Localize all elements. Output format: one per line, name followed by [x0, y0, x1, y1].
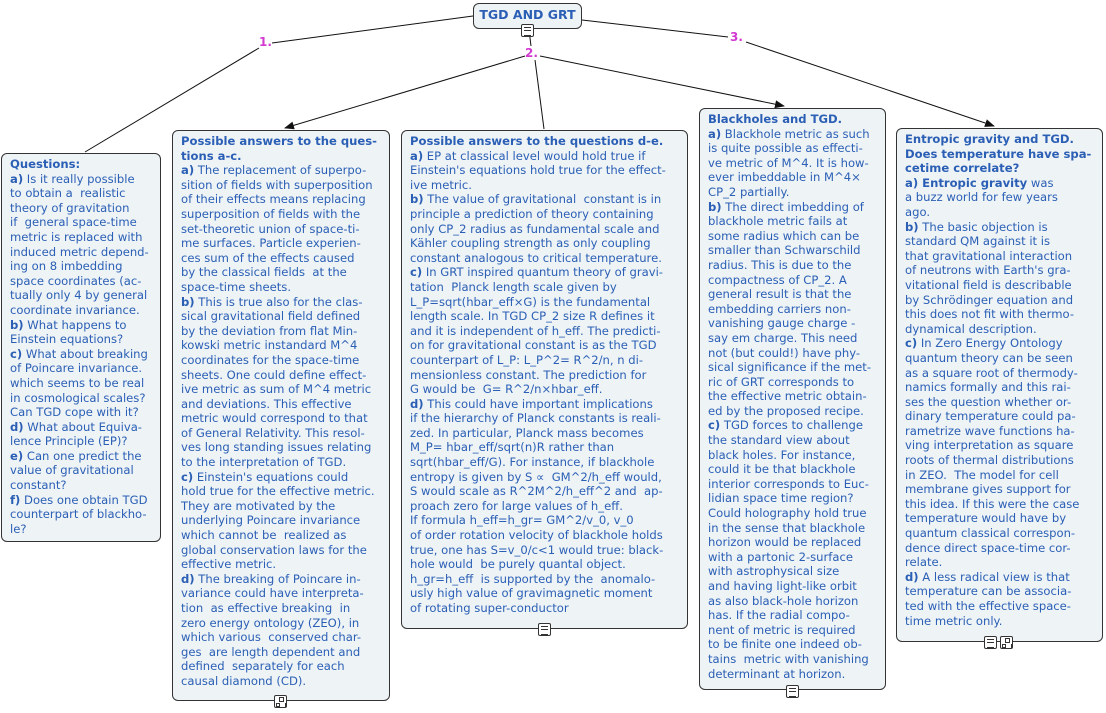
node-body — [410, 149, 681, 616]
text-line: this idea. If this were the case — [905, 496, 1080, 511]
text-line: Kähler coupling strength as only coupling — [410, 236, 651, 251]
text-line: global conservation laws for the — [181, 542, 367, 557]
text-line: that gravitational interaction — [905, 248, 1073, 263]
text-line: value of gravitational — [10, 463, 134, 478]
text-line: constant? — [10, 478, 67, 493]
node-title — [905, 132, 1096, 176]
text-line: tually only 4 by general — [10, 288, 148, 303]
text-line: general result is that the — [708, 287, 852, 302]
node-title — [181, 134, 383, 163]
node-body — [10, 172, 154, 537]
concept-map-icon[interactable] — [274, 695, 287, 708]
text-line: to be finite one indeed ob- — [708, 637, 862, 652]
text-line: c) What about breaking — [10, 346, 148, 361]
text-line: defined separately for each — [181, 659, 345, 674]
text-line: to obtain a realistic — [10, 186, 126, 201]
text-line: lence Principle (EP)? — [10, 434, 128, 449]
text-line: lidian space time region? — [708, 491, 854, 506]
text-line: time metric only. — [905, 613, 1003, 628]
text-line: coordinate invariance. — [10, 302, 140, 317]
text-line: rametrize wave functions ha- — [905, 423, 1075, 438]
text-line: If formula h_eff=h_gr= GM^2/v_0, v_0 — [410, 513, 634, 528]
title-line: Blackholes and TGD. — [708, 112, 843, 126]
text-line: temperature would have by — [905, 511, 1067, 526]
text-line: a) Is it really possible — [10, 171, 135, 186]
text-line: ves long standing issues relating — [181, 440, 372, 455]
text-line: dynamical description. — [905, 321, 1037, 336]
text-line: if general space-time — [10, 215, 137, 230]
text-line: proach zero for large values of h_eff. — [410, 498, 623, 513]
text-line: which cannot be realized as — [181, 528, 347, 543]
text-line: which seems to be real — [10, 375, 145, 390]
text-line: to the interpretation of TGD. — [181, 455, 347, 470]
text-line: in the sense that blackhole — [708, 520, 866, 535]
text-line: space-time sheets. — [181, 279, 291, 294]
text-line: namics formally and this rai- — [905, 380, 1071, 395]
text-line: ve metric of M^4. It is how- — [708, 155, 869, 170]
text-line: L_P=sqrt(hbar_eff×G) is the fundamental — [410, 294, 651, 309]
text-line: space coordinates (ac- — [10, 273, 142, 288]
text-line: coordinates for the space-time — [181, 352, 360, 367]
text-line: smaller than Schwarschild — [708, 243, 861, 258]
text-line: c) TGD forces to challenge — [708, 418, 864, 433]
text-line: sheets. One could define effect- — [181, 367, 367, 382]
text-line: ever imbeddable in M^4× — [708, 170, 861, 185]
text-line: by the classical fields at the — [181, 265, 347, 280]
text-line: le? — [10, 521, 27, 536]
text-line: quantum theory can be seen — [905, 350, 1073, 365]
text-line: S would scale as R^2M^2/h_eff^2 and ap- — [410, 484, 663, 499]
text-line: by Schrödinger equation and — [905, 292, 1074, 307]
text-line: ago. — [905, 204, 931, 219]
text-line: by the deviation from flat Min- — [181, 323, 358, 338]
text-line: b) The direct imbedding of — [708, 199, 864, 214]
text-line: M_P= hbar_eff/sqrt(n)R rather than — [410, 440, 615, 455]
document-icon[interactable] — [521, 24, 534, 37]
text-line: b) The value of gravitational constant is in — [410, 192, 662, 207]
text-line: Einstein's equations hold true for the effect- — [410, 163, 666, 178]
text-line: the effective metric obtain- — [708, 389, 867, 404]
text-line: ing on 8 imbedding — [10, 259, 123, 274]
text-line: underlying Poincare invariance — [181, 513, 361, 528]
text-line: d) A less radical view is that — [905, 569, 1070, 584]
text-line: d) This could have important implications — [410, 396, 653, 411]
link-label-3: 3. — [730, 30, 743, 44]
text-line: b) The basic objection is — [905, 219, 1048, 234]
text-line: b) What happens to — [10, 317, 127, 332]
text-line: of Poincare invariance. — [10, 361, 143, 376]
text-line: say em charge. This need — [708, 330, 858, 345]
text-line: f) Does one obtain TGD — [10, 492, 148, 507]
title-line: Possible answers to the questions d-e. — [410, 134, 664, 148]
text-line: compactness of CP_2. A — [708, 272, 847, 287]
text-line: CP_2 partially. — [708, 184, 790, 199]
text-line: entropy is given by S ∝ GM^2/h_eff would, — [410, 469, 662, 484]
text-line: of General Relativity. This resol- — [181, 425, 365, 440]
text-line: the standard view about — [708, 433, 850, 448]
link-root-to-3 — [582, 20, 728, 37]
text-line: They are motivated by the — [181, 498, 336, 513]
text-line: roots of thermal distributions — [905, 453, 1074, 468]
text-line: vitational field is describable — [905, 277, 1072, 292]
text-line: hole would be purely quantal object. — [410, 557, 626, 572]
text-line: dence direct space-time cor- — [905, 540, 1071, 555]
text-line: black holes. For instance, — [708, 447, 856, 462]
entropic-gravity-node[interactable] — [896, 128, 1103, 642]
text-line: quantum classical correspon- — [905, 526, 1076, 541]
text-line: ving interpretation as square — [905, 438, 1074, 453]
text-line: c) Einstein's equations could — [181, 469, 349, 484]
text-line: and having light-like orbit — [708, 579, 857, 593]
node-title: Questions: — [10, 157, 81, 171]
text-line: length scale. In TGD CP_2 size R defines it — [410, 309, 655, 324]
text-line: h_gr=h_eff is supported by the anomalo- — [410, 571, 656, 586]
text-line: nent of metric is required — [708, 622, 856, 637]
text-line: ges are length dependent and — [181, 644, 361, 659]
text-line: me surfaces. Particle experien- — [181, 236, 361, 251]
text-line: a buzz world for few years — [905, 190, 1058, 205]
text-line: relate. — [905, 555, 943, 570]
link-root-to-1 — [272, 16, 473, 43]
link-2-to-answers-ac — [285, 56, 525, 128]
text-line: which various conserved char- — [181, 630, 362, 645]
link-2-to-blackholes — [540, 56, 784, 106]
document-icon[interactable] — [786, 685, 799, 698]
text-line: on for gravitational constant is as the TGD — [410, 338, 657, 353]
node-title — [410, 134, 681, 149]
text-line: ces sum of the effects caused — [181, 250, 355, 265]
text-line: sition of fields with superposition — [181, 177, 373, 192]
node-body — [708, 127, 879, 682]
text-line: metric is replaced with — [10, 229, 143, 244]
text-line: this does not fit with thermo- — [905, 307, 1075, 322]
text-line: kowski metric instandard M^4 — [181, 338, 358, 353]
title-line: cetime correlate? — [905, 161, 1020, 176]
text-line: blackhole metric fails at — [708, 214, 848, 229]
answers-d-e-node[interactable] — [401, 130, 688, 629]
text-line: induced metric depend- — [10, 244, 149, 259]
text-line: membrane gives support for — [905, 482, 1071, 497]
text-line: sical significance if the met- — [708, 360, 872, 375]
text-line: of rotating super-conductor — [410, 601, 569, 615]
text-line: as a square root of thermody- — [905, 365, 1078, 380]
answers-a-c-node[interactable] — [172, 130, 390, 701]
title-line: Entropic gravity and TGD. — [905, 132, 1074, 146]
title-line: Does temperature have spa- — [905, 146, 1092, 161]
text-line: superposition of fields with the — [181, 206, 361, 221]
text-line: c) In GRT inspired quantum theory of gravi- — [410, 265, 663, 280]
text-line: standard QM against it is — [905, 234, 1051, 249]
text-line: b) This is true also for the clas- — [181, 294, 363, 309]
questions-node[interactable] — [1, 153, 161, 542]
text-line: could it be that blackhole — [708, 462, 856, 477]
blackholes-node[interactable] — [699, 108, 886, 690]
text-line: a) Blackhole metric as such — [708, 126, 870, 141]
text-line: vanishing gauge charge - — [708, 316, 856, 331]
text-line: and deviations. This effective — [181, 396, 352, 411]
text-line: tation Planck length scale given by — [410, 279, 617, 294]
text-line: constant analogous to critical temperature. — [410, 250, 662, 265]
node-title — [708, 112, 879, 127]
text-line: counterpart of L_P: L_P^2= R^2/n, n di- — [410, 352, 644, 367]
text-line: counterpart of blackho- — [10, 507, 147, 522]
text-line: tion as effective breaking in — [181, 601, 351, 615]
text-line: ric of GRT corresponds to — [708, 374, 855, 389]
text-line: mensionless constant. The prediction for — [410, 367, 647, 382]
text-line: hold true for the effective metric. — [181, 484, 375, 499]
text-line: with a partonic 2-surface — [708, 549, 853, 564]
text-line: Could holography hold true — [708, 506, 867, 521]
text-line: with astrophysical size — [708, 564, 840, 579]
text-line: a) The replacement of superpo- — [181, 163, 367, 178]
text-line: some radius which can be — [708, 228, 860, 243]
text-line: Can TGD cope with it? — [10, 405, 139, 420]
text-line: effective metric. — [181, 557, 277, 572]
text-line: metric would correspond to that — [181, 411, 368, 426]
node-body — [181, 163, 383, 688]
text-line: ive metric. — [410, 177, 472, 192]
text-line: and it is independent of h_eff. The predicti- — [410, 323, 661, 338]
text-line: not (but could!) have phy- — [708, 345, 861, 360]
text-line: usly high value of gravimagnetic moment — [410, 586, 653, 601]
text-line: dinary temperature could pa- — [905, 409, 1076, 424]
text-line: has. If the radial compo- — [708, 608, 850, 623]
text-line: sqrt(hbar_eff/G). For instance, if blackhole — [410, 455, 655, 470]
document-icon[interactable] — [984, 636, 997, 649]
text-line: of their effects means replacing — [181, 192, 366, 207]
text-line: set-theoretic union of space-ti- — [181, 221, 360, 236]
text-line: e) Can one predict the — [10, 448, 142, 463]
link-label-2: 2. — [525, 46, 538, 60]
text-line: a) EP at classical level would hold true if — [410, 148, 646, 163]
concept-map-icon[interactable] — [1000, 636, 1013, 649]
text-line: ive metric as sum of M^4 metric — [181, 382, 372, 397]
text-line: ed by the proposed recipe. — [708, 403, 864, 418]
text-line: in ZEO. The model for cell — [905, 467, 1059, 482]
text-line: horizon would be replaced — [708, 535, 862, 550]
text-line: zed. In particular, Planck mass becomes — [410, 425, 644, 440]
text-line: Einstein equations? — [10, 332, 124, 347]
text-line: temperature can be associa- — [905, 584, 1072, 599]
text-line: zero energy ontology (ZEO), in — [181, 615, 360, 630]
text-line: interior corresponds to Euc- — [708, 476, 869, 491]
text-line: radius. This is due to the — [708, 257, 852, 272]
text-line: as also black-hole horizon — [708, 593, 859, 608]
title-line: Possible answers to the ques- — [181, 134, 377, 148]
text-line: c) In Zero Energy Ontology — [905, 336, 1063, 351]
text-line: d) The breaking of Poincare in- — [181, 571, 361, 586]
text-line: of order rotation velocity of blackhole holds — [410, 528, 663, 543]
text-line: ted with the effective space- — [905, 599, 1071, 613]
text-line: in cosmological scales? — [10, 390, 146, 405]
link-2-to-answers-de — [535, 60, 544, 129]
text-line: only CP_2 radius as fundamental scale and — [410, 221, 660, 236]
text-line: d) What about Equiva- — [10, 419, 142, 434]
text-line: true, one has S=v_0/c<1 would true: black- — [410, 542, 664, 557]
title-line: tions a-c. — [181, 148, 242, 163]
text-line: embedding carriers non- — [708, 301, 851, 316]
text-line: ses the question whether or- — [905, 394, 1072, 409]
text-line: sical gravitational field defined — [181, 309, 361, 324]
text-line: principle a prediction of theory containing — [410, 206, 654, 221]
text-line: G would be G= R^2/n×hbar_eff. — [410, 382, 603, 397]
text-line: if the hierarchy of Planck constants is reali- — [410, 411, 661, 426]
node-body — [905, 176, 1096, 628]
text-line: determinant at horizon. — [708, 666, 846, 681]
text-line: variance could have interpreta- — [181, 586, 364, 601]
root-node-tgd-and-grt[interactable]: TGD AND GRT — [473, 3, 582, 29]
text-line: is quite possible as effecti- — [708, 141, 863, 156]
document-icon[interactable] — [538, 623, 551, 636]
text-line: causal diamond (CD). — [181, 673, 307, 688]
text-line: a) Entropic gravity was — [905, 175, 1054, 190]
text-line: theory of gravitation — [10, 200, 130, 215]
link-label-1: 1. — [259, 35, 272, 49]
text-line: tains metric with vanishing — [708, 651, 869, 666]
text-line: of neutrons with Earth's gra- — [905, 263, 1071, 278]
